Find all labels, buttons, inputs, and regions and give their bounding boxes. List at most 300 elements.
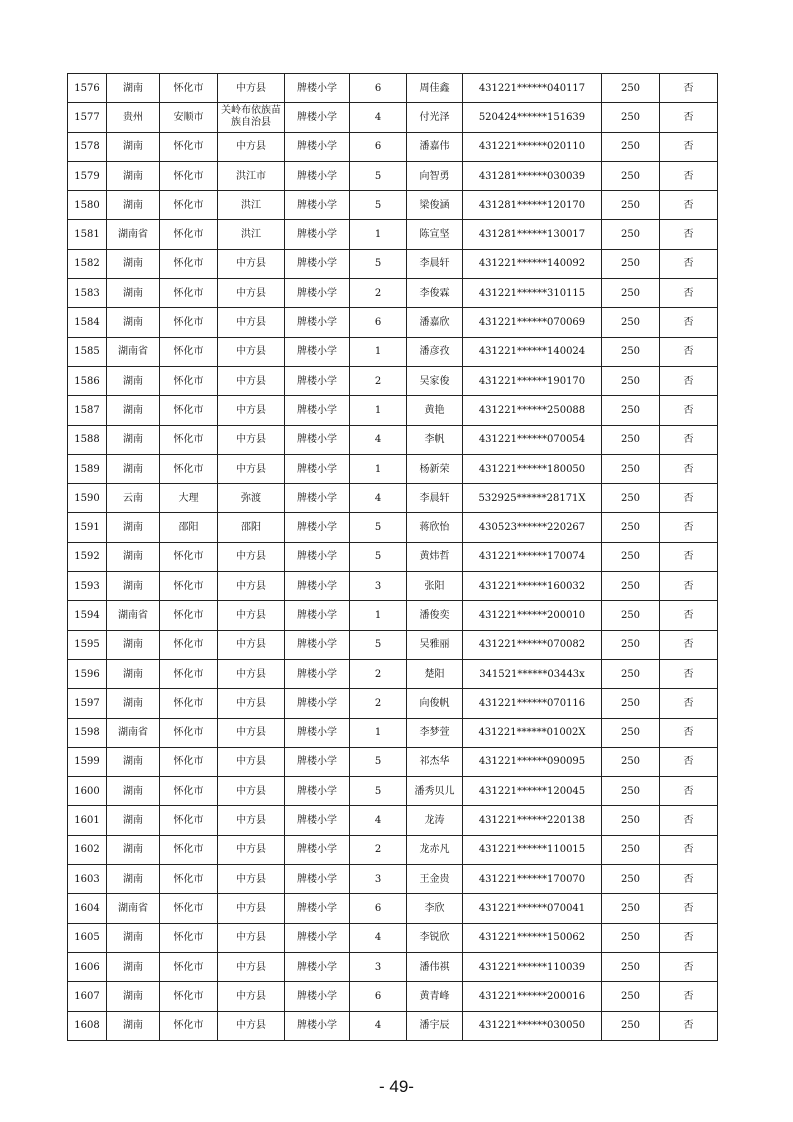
grade-cell: 5 (350, 747, 407, 776)
grade-cell: 3 (350, 952, 407, 981)
city-cell: 邵阳 (160, 513, 218, 542)
province-cell: 云南 (107, 484, 160, 513)
name-cell: 王金贵 (407, 865, 463, 894)
amount-cell: 250 (602, 425, 660, 454)
county-cell: 中方县 (218, 454, 285, 483)
seq-cell: 1585 (68, 337, 107, 366)
flag-cell: 否 (660, 630, 718, 659)
county-cell: 中方县 (218, 337, 285, 366)
seq-cell: 1588 (68, 425, 107, 454)
province-cell: 湖南 (107, 74, 160, 103)
id-number-cell: 431221******190170 (463, 366, 602, 395)
flag-cell: 否 (660, 425, 718, 454)
id-number-cell: 431221******250088 (463, 396, 602, 425)
province-cell: 湖南 (107, 396, 160, 425)
id-number-cell: 431281******030039 (463, 161, 602, 190)
amount-cell: 250 (602, 659, 660, 688)
province-cell: 湖南 (107, 1011, 160, 1040)
name-cell: 黄青峰 (407, 982, 463, 1011)
id-number-cell: 431221******150062 (463, 923, 602, 952)
name-cell: 黄艳 (407, 396, 463, 425)
seq-cell: 1583 (68, 279, 107, 308)
name-cell: 向智勇 (407, 161, 463, 190)
school-cell: 牌楼小学 (285, 161, 350, 190)
seq-cell: 1604 (68, 894, 107, 923)
amount-cell: 250 (602, 572, 660, 601)
school-cell: 牌楼小学 (285, 308, 350, 337)
seq-cell: 1608 (68, 1011, 107, 1040)
flag-cell: 否 (660, 718, 718, 747)
table-row (68, 923, 718, 952)
school-cell: 牌楼小学 (285, 777, 350, 806)
province-cell: 湖南 (107, 952, 160, 981)
amount-cell: 250 (602, 308, 660, 337)
grade-cell: 3 (350, 865, 407, 894)
id-number-cell: 431221******070082 (463, 630, 602, 659)
city-cell: 怀化市 (160, 865, 218, 894)
flag-cell: 否 (660, 835, 718, 864)
grade-cell: 2 (350, 279, 407, 308)
id-number-cell: 341521******03443x (463, 659, 602, 688)
flag-cell: 否 (660, 103, 718, 132)
city-cell: 怀化市 (160, 982, 218, 1011)
id-number-cell: 532925******28171X (463, 484, 602, 513)
county-cell: 中方县 (218, 952, 285, 981)
grade-cell: 1 (350, 718, 407, 747)
city-cell: 怀化市 (160, 396, 218, 425)
province-cell: 湖南 (107, 689, 160, 718)
county-cell: 中方县 (218, 630, 285, 659)
grade-cell: 6 (350, 894, 407, 923)
grade-cell: 2 (350, 659, 407, 688)
school-cell: 牌楼小学 (285, 806, 350, 835)
seq-cell: 1578 (68, 132, 107, 161)
county-cell: 中方县 (218, 366, 285, 395)
table-row (68, 865, 718, 894)
id-number-cell: 431281******130017 (463, 220, 602, 249)
table-row (68, 689, 718, 718)
grade-cell: 4 (350, 923, 407, 952)
school-cell: 牌楼小学 (285, 659, 350, 688)
table-row (68, 952, 718, 981)
county-cell: 关岭布依族苗族自治县 (218, 103, 285, 132)
id-number-cell: 431221******040117 (463, 74, 602, 103)
flag-cell: 否 (660, 279, 718, 308)
city-cell: 怀化市 (160, 454, 218, 483)
grade-cell: 2 (350, 366, 407, 395)
flag-cell: 否 (660, 806, 718, 835)
school-cell: 牌楼小学 (285, 191, 350, 220)
amount-cell: 250 (602, 337, 660, 366)
name-cell: 向俊帆 (407, 689, 463, 718)
id-number-cell: 431221******01002X (463, 718, 602, 747)
id-number-cell: 431221******170070 (463, 865, 602, 894)
grade-cell: 2 (350, 689, 407, 718)
grade-cell: 6 (350, 308, 407, 337)
flag-cell: 否 (660, 982, 718, 1011)
name-cell: 李锐欣 (407, 923, 463, 952)
name-cell: 龙涛 (407, 806, 463, 835)
flag-cell: 否 (660, 777, 718, 806)
amount-cell: 250 (602, 806, 660, 835)
grade-cell: 4 (350, 1011, 407, 1040)
seq-cell: 1580 (68, 191, 107, 220)
table-row (68, 308, 718, 337)
flag-cell: 否 (660, 366, 718, 395)
city-cell: 怀化市 (160, 74, 218, 103)
city-cell: 怀化市 (160, 777, 218, 806)
id-number-cell: 431221******200010 (463, 601, 602, 630)
county-cell: 中方县 (218, 74, 285, 103)
seq-cell: 1589 (68, 454, 107, 483)
amount-cell: 250 (602, 865, 660, 894)
province-cell: 湖南 (107, 923, 160, 952)
province-cell: 湖南省 (107, 220, 160, 249)
city-cell: 怀化市 (160, 659, 218, 688)
table-row (68, 74, 718, 103)
id-number-cell: 431221******310115 (463, 279, 602, 308)
city-cell: 怀化市 (160, 718, 218, 747)
id-number-cell: 431221******180050 (463, 454, 602, 483)
grade-cell: 1 (350, 601, 407, 630)
city-cell: 大理 (160, 484, 218, 513)
city-cell: 怀化市 (160, 308, 218, 337)
seq-cell: 1590 (68, 484, 107, 513)
id-number-cell: 430523******220267 (463, 513, 602, 542)
seq-cell: 1577 (68, 103, 107, 132)
table-row (68, 484, 718, 513)
flag-cell: 否 (660, 396, 718, 425)
id-number-cell: 431221******110015 (463, 835, 602, 864)
school-cell: 牌楼小学 (285, 249, 350, 278)
city-cell: 怀化市 (160, 425, 218, 454)
name-cell: 周佳鑫 (407, 74, 463, 103)
province-cell: 湖南省 (107, 337, 160, 366)
seq-cell: 1591 (68, 513, 107, 542)
table-row (68, 630, 718, 659)
id-number-cell: 431221******170074 (463, 542, 602, 571)
id-number-cell: 431221******110039 (463, 952, 602, 981)
county-cell: 中方县 (218, 132, 285, 161)
grade-cell: 4 (350, 425, 407, 454)
city-cell: 怀化市 (160, 132, 218, 161)
province-cell: 湖南 (107, 161, 160, 190)
flag-cell: 否 (660, 952, 718, 981)
table-row (68, 161, 718, 190)
school-cell: 牌楼小学 (285, 366, 350, 395)
flag-cell: 否 (660, 747, 718, 776)
amount-cell: 250 (602, 220, 660, 249)
name-cell: 李帆 (407, 425, 463, 454)
id-number-cell: 431221******140092 (463, 249, 602, 278)
school-cell: 牌楼小学 (285, 74, 350, 103)
flag-cell: 否 (660, 894, 718, 923)
student-table (67, 73, 718, 1041)
seq-cell: 1603 (68, 865, 107, 894)
table-row (68, 718, 718, 747)
table-row (68, 132, 718, 161)
seq-cell: 1586 (68, 366, 107, 395)
city-cell: 怀化市 (160, 806, 218, 835)
amount-cell: 250 (602, 366, 660, 395)
province-cell: 湖南 (107, 777, 160, 806)
county-cell: 中方县 (218, 396, 285, 425)
seq-cell: 1592 (68, 542, 107, 571)
table-row (68, 191, 718, 220)
amount-cell: 250 (602, 161, 660, 190)
city-cell: 怀化市 (160, 630, 218, 659)
county-cell: 洪江 (218, 220, 285, 249)
id-number-cell: 431221******030050 (463, 1011, 602, 1040)
province-cell: 湖南 (107, 806, 160, 835)
amount-cell: 250 (602, 484, 660, 513)
county-cell: 中方县 (218, 982, 285, 1011)
flag-cell: 否 (660, 513, 718, 542)
flag-cell: 否 (660, 220, 718, 249)
flag-cell: 否 (660, 865, 718, 894)
school-cell: 牌楼小学 (285, 894, 350, 923)
city-cell: 怀化市 (160, 923, 218, 952)
id-number-cell: 520424******151639 (463, 103, 602, 132)
school-cell: 牌楼小学 (285, 103, 350, 132)
seq-cell: 1582 (68, 249, 107, 278)
grade-cell: 1 (350, 220, 407, 249)
table-row (68, 425, 718, 454)
county-cell: 中方县 (218, 308, 285, 337)
amount-cell: 250 (602, 601, 660, 630)
seq-cell: 1607 (68, 982, 107, 1011)
name-cell: 潘伟祺 (407, 952, 463, 981)
table-row (68, 659, 718, 688)
flag-cell: 否 (660, 923, 718, 952)
grade-cell: 5 (350, 630, 407, 659)
flag-cell: 否 (660, 161, 718, 190)
table-row (68, 103, 718, 132)
province-cell: 湖南 (107, 865, 160, 894)
county-cell: 中方县 (218, 1011, 285, 1040)
school-cell: 牌楼小学 (285, 542, 350, 571)
id-number-cell: 431221******200016 (463, 982, 602, 1011)
seq-cell: 1602 (68, 835, 107, 864)
table-row (68, 894, 718, 923)
county-cell: 中方县 (218, 572, 285, 601)
name-cell: 楚阳 (407, 659, 463, 688)
grade-cell: 4 (350, 103, 407, 132)
amount-cell: 250 (602, 777, 660, 806)
amount-cell: 250 (602, 747, 660, 776)
name-cell: 付光泽 (407, 103, 463, 132)
province-cell: 湖南 (107, 630, 160, 659)
seq-cell: 1581 (68, 220, 107, 249)
province-cell: 湖南 (107, 308, 160, 337)
amount-cell: 250 (602, 74, 660, 103)
county-cell: 中方县 (218, 806, 285, 835)
seq-cell: 1605 (68, 923, 107, 952)
table-row (68, 279, 718, 308)
table-row (68, 366, 718, 395)
amount-cell: 250 (602, 630, 660, 659)
province-cell: 贵州 (107, 103, 160, 132)
school-cell: 牌楼小学 (285, 513, 350, 542)
name-cell: 陈宣坚 (407, 220, 463, 249)
id-number-cell: 431221******140024 (463, 337, 602, 366)
seq-cell: 1594 (68, 601, 107, 630)
seq-cell: 1599 (68, 747, 107, 776)
province-cell: 湖南 (107, 279, 160, 308)
name-cell: 潘俊奕 (407, 601, 463, 630)
name-cell: 黄炜哲 (407, 542, 463, 571)
id-number-cell: 431221******120045 (463, 777, 602, 806)
county-cell: 邵阳 (218, 513, 285, 542)
amount-cell: 250 (602, 132, 660, 161)
province-cell: 湖南省 (107, 601, 160, 630)
id-number-cell: 431221******220138 (463, 806, 602, 835)
name-cell: 吴家俊 (407, 366, 463, 395)
city-cell: 怀化市 (160, 1011, 218, 1040)
province-cell: 湖南 (107, 132, 160, 161)
amount-cell: 250 (602, 952, 660, 981)
school-cell: 牌楼小学 (285, 601, 350, 630)
county-cell: 洪江市 (218, 161, 285, 190)
table-row (68, 777, 718, 806)
name-cell: 李俊霖 (407, 279, 463, 308)
table-row (68, 542, 718, 571)
province-cell: 湖南 (107, 835, 160, 864)
id-number-cell: 431221******070069 (463, 308, 602, 337)
city-cell: 怀化市 (160, 220, 218, 249)
flag-cell: 否 (660, 601, 718, 630)
amount-cell: 250 (602, 689, 660, 718)
county-cell: 中方县 (218, 718, 285, 747)
city-cell: 怀化市 (160, 572, 218, 601)
seq-cell: 1606 (68, 952, 107, 981)
province-cell: 湖南 (107, 454, 160, 483)
province-cell: 湖南 (107, 659, 160, 688)
city-cell: 怀化市 (160, 747, 218, 776)
table-row (68, 601, 718, 630)
seq-cell: 1579 (68, 161, 107, 190)
name-cell: 李梦萱 (407, 718, 463, 747)
amount-cell: 250 (602, 454, 660, 483)
amount-cell: 250 (602, 191, 660, 220)
flag-cell: 否 (660, 542, 718, 571)
grade-cell: 3 (350, 572, 407, 601)
name-cell: 祁杰华 (407, 747, 463, 776)
id-number-cell: 431221******070041 (463, 894, 602, 923)
province-cell: 湖南 (107, 366, 160, 395)
table-row (68, 1011, 718, 1040)
id-number-cell: 431221******070116 (463, 689, 602, 718)
grade-cell: 5 (350, 513, 407, 542)
county-cell: 中方县 (218, 689, 285, 718)
city-cell: 怀化市 (160, 279, 218, 308)
amount-cell: 250 (602, 513, 660, 542)
name-cell: 李晨轩 (407, 484, 463, 513)
school-cell: 牌楼小学 (285, 689, 350, 718)
seq-cell: 1600 (68, 777, 107, 806)
grade-cell: 5 (350, 161, 407, 190)
school-cell: 牌楼小学 (285, 865, 350, 894)
county-cell: 中方县 (218, 279, 285, 308)
grade-cell: 4 (350, 806, 407, 835)
county-cell: 中方县 (218, 747, 285, 776)
city-cell: 怀化市 (160, 835, 218, 864)
county-cell: 中方县 (218, 659, 285, 688)
amount-cell: 250 (602, 542, 660, 571)
county-cell: 中方县 (218, 835, 285, 864)
seq-cell: 1601 (68, 806, 107, 835)
county-cell: 中方县 (218, 249, 285, 278)
county-cell: 中方县 (218, 894, 285, 923)
name-cell: 张阳 (407, 572, 463, 601)
school-cell: 牌楼小学 (285, 835, 350, 864)
grade-cell: 5 (350, 249, 407, 278)
id-number-cell: 431221******070054 (463, 425, 602, 454)
seq-cell: 1596 (68, 659, 107, 688)
city-cell: 怀化市 (160, 191, 218, 220)
name-cell: 潘宇辰 (407, 1011, 463, 1040)
name-cell: 潘嘉伟 (407, 132, 463, 161)
city-cell: 怀化市 (160, 161, 218, 190)
id-number-cell: 431221******020110 (463, 132, 602, 161)
county-cell: 弥渡 (218, 484, 285, 513)
school-cell: 牌楼小学 (285, 396, 350, 425)
id-number-cell: 431281******120170 (463, 191, 602, 220)
amount-cell: 250 (602, 103, 660, 132)
flag-cell: 否 (660, 484, 718, 513)
city-cell: 怀化市 (160, 952, 218, 981)
province-cell: 湖南省 (107, 718, 160, 747)
amount-cell: 250 (602, 835, 660, 864)
city-cell: 怀化市 (160, 249, 218, 278)
flag-cell: 否 (660, 249, 718, 278)
city-cell: 怀化市 (160, 894, 218, 923)
name-cell: 杨新荣 (407, 454, 463, 483)
amount-cell: 250 (602, 1011, 660, 1040)
grade-cell: 1 (350, 396, 407, 425)
school-cell: 牌楼小学 (285, 484, 350, 513)
table-body (68, 74, 718, 1041)
city-cell: 怀化市 (160, 601, 218, 630)
amount-cell: 250 (602, 982, 660, 1011)
county-cell: 中方县 (218, 425, 285, 454)
province-cell: 湖南省 (107, 894, 160, 923)
school-cell: 牌楼小学 (285, 718, 350, 747)
school-cell: 牌楼小学 (285, 982, 350, 1011)
province-cell: 湖南 (107, 191, 160, 220)
seq-cell: 1595 (68, 630, 107, 659)
county-cell: 中方县 (218, 542, 285, 571)
table-row (68, 513, 718, 542)
city-cell: 怀化市 (160, 542, 218, 571)
amount-cell: 250 (602, 249, 660, 278)
grade-cell: 5 (350, 542, 407, 571)
grade-cell: 6 (350, 132, 407, 161)
flag-cell: 否 (660, 572, 718, 601)
city-cell: 怀化市 (160, 366, 218, 395)
school-cell: 牌楼小学 (285, 425, 350, 454)
flag-cell: 否 (660, 74, 718, 103)
school-cell: 牌楼小学 (285, 952, 350, 981)
id-number-cell: 431221******160032 (463, 572, 602, 601)
amount-cell: 250 (602, 923, 660, 952)
amount-cell: 250 (602, 396, 660, 425)
county-cell: 洪江 (218, 191, 285, 220)
table-row (68, 249, 718, 278)
flag-cell: 否 (660, 191, 718, 220)
name-cell: 梁俊涵 (407, 191, 463, 220)
table-row (68, 396, 718, 425)
